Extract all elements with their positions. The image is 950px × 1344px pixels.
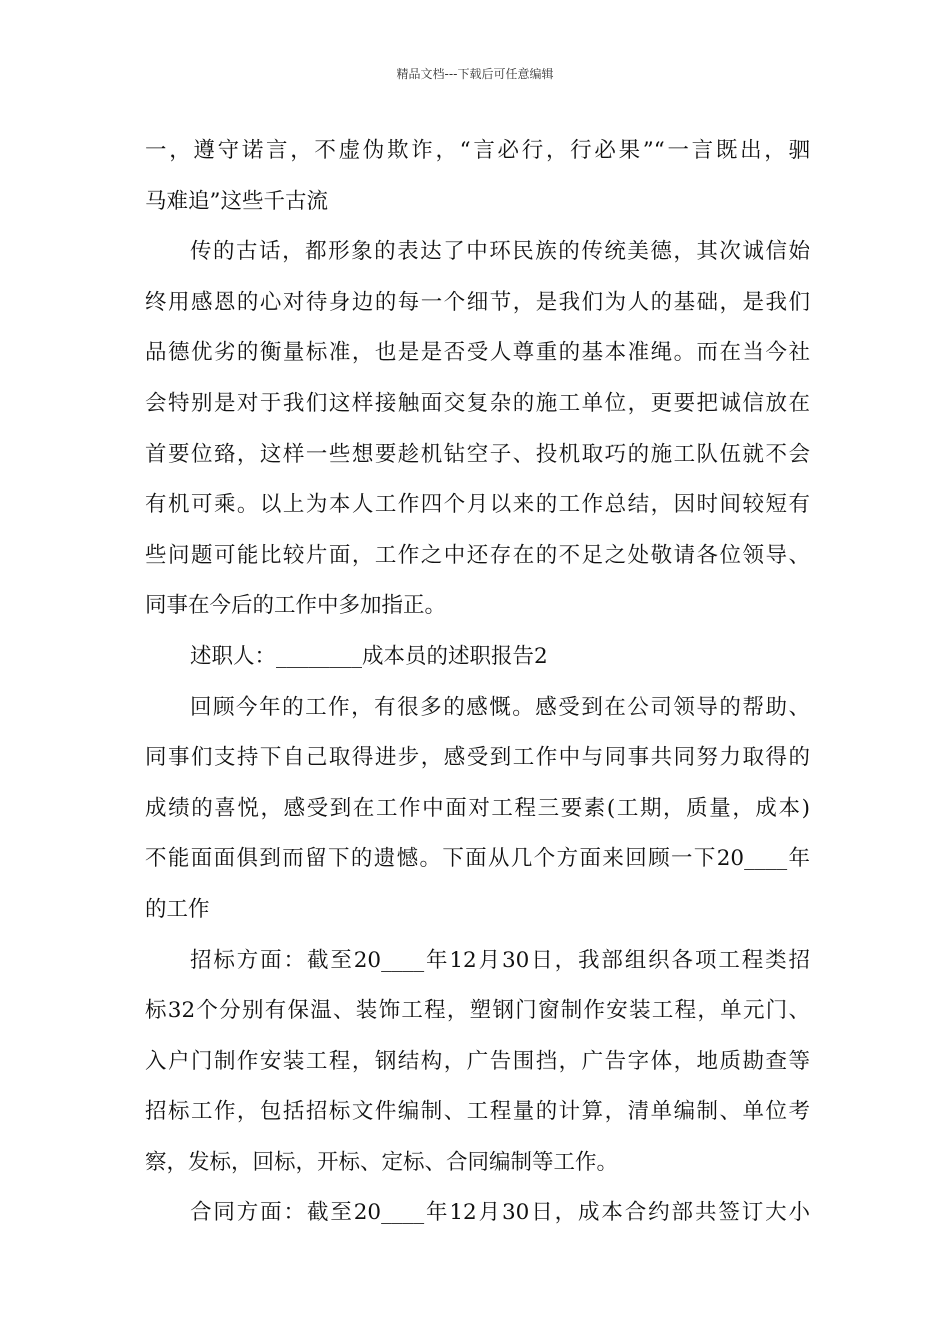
text-line: 传的古话，都形象的表达了中环民族的传统美德，其次诚信始: [190, 239, 810, 265]
text-line: 回顾今年的工作，有很多的感慨。感受到在公司领导的帮助、: [190, 694, 810, 720]
text-line: 述职人：________成本员的述职报告2: [190, 643, 548, 669]
text-line: 合同方面：截至20____年12月30日，成本合约部共签订大小: [190, 1200, 810, 1226]
text-line: 成绩的喜悦，感受到在工作中面对工程三要素(工期，质量，成本): [145, 795, 810, 821]
document-body: [145, 126, 810, 1239]
text-line: 招标方面：截至20____年12月30日，我部组织各项工程类招: [190, 947, 810, 973]
text-line: 标32个分别有保温、装饰工程，塑钢门窗制作安装工程，单元门、: [145, 998, 810, 1024]
text-line: 不能面面俱到而留下的遗憾。下面从几个方面来回顾一下20____年: [145, 846, 810, 872]
text-line: 的工作: [145, 896, 210, 922]
text-line: 入户门制作安装工程，钢结构，广告围挡，广告字体，地质勘查等: [145, 1048, 810, 1074]
text-line: 一，遵守诺言，不虚伪欺诈，“言必行，行必果”“一言既出，驷: [145, 138, 810, 163]
text-line: 招标工作，包括招标文件编制、工程量的计算，清单编制、单位考: [145, 1099, 810, 1125]
text-line: 同事们支持下自己取得进步，感受到工作中与同事共同努力取得的: [145, 745, 810, 771]
text-line: 马难追”这些千古流: [145, 188, 328, 214]
text-line: 品德优劣的衡量标准，也是是否受人尊重的基本准绳。而在当今社: [145, 340, 810, 366]
page-header: 精品文档---下载后可任意编辑: [396, 67, 554, 81]
text-line: 些问题可能比较片面，工作之中还存在的不足之处敬请各位领导、: [145, 542, 810, 568]
text-line: 察，发标，回标，开标、定标、合同编制等工作。: [145, 1149, 619, 1175]
text-line: 有机可乘。以上为本人工作四个月以来的工作总结，因时间较短有: [145, 492, 810, 518]
text-line: 同事在今后的工作中多加指正。: [145, 593, 447, 619]
text-line: 终用感恩的心对待身边的每一个细节，是我们为人的基础，是我们: [145, 289, 810, 315]
text-line: 首要位臵，这样一些想要趁机钻空子、投机取巧的施工队伍就不会: [145, 441, 810, 467]
text-line: 会特别是对于我们这样接触面交复杂的施工单位，更要把诚信放在: [145, 390, 810, 416]
